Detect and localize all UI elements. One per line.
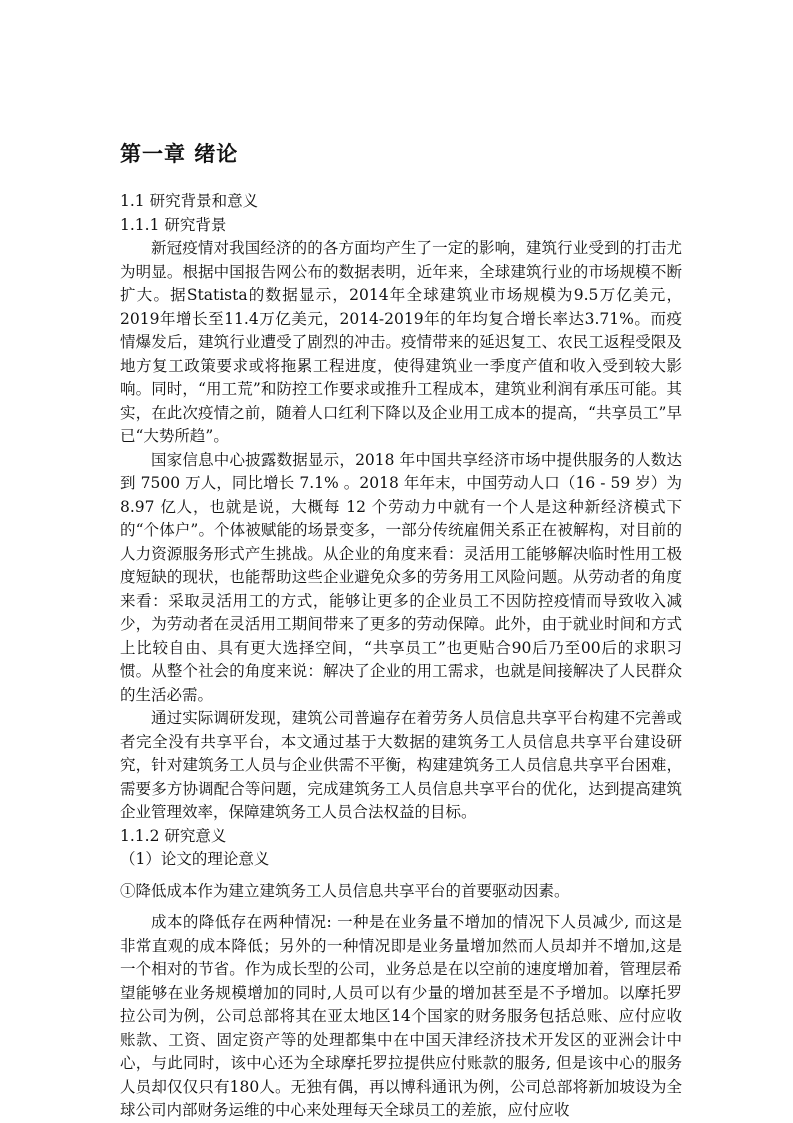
- section-heading-1-1-2: 1.1.2 研究意义: [120, 826, 227, 845]
- section-heading-1-1: 1.1 研究背景和意义: [120, 192, 259, 210]
- paragraph-3: 通过实际调研发现，建筑公司普遍存在着劳务人员信息共享平台构建不完善或者完全没有共享平台，本文通过基于大数据的建筑务工人员信息共享平台建设研究，针对建筑务工人员与企业供需不平衡，构建建筑务工人员信息共享平台困难，需要多方协调配合等问题，完成建筑务工人员信息共享平台的优化，达到提高建筑企业管理效率，保障建筑务工人员合法权益的目标。: [120, 709, 682, 821]
- paragraph-1: 新冠疫情对我国经济的的各方面均产生了一定的影响，建筑行业受到的打击尤为明显。根据中国报告网公布的数据表明，近年来，全球建筑行业的市场规模不断扩大。据Statista的数据显示，2014年全球建筑业市场规模为9.5万亿美元，2019年增长至11.4万亿美元，2014-2019年的年均复合增长率达3.71%。而疫情爆发后，建筑行业遭受了剧烈的冲击。疫情带来的延迟复工、农民工返程受限及地方复工政策要求或将拖累工程进度，使得建筑业一季度产值和收入受到较大影响。同时，“用工荒”和防控工作要求或推升工程成本，建筑业利润有承压可能。其实，在此次疫情之前，随着人口红利下降以及企业用工成本的提高，“共享员工”早已“大势所趋”。: [120, 239, 682, 445]
- list-item-1: ①降低成本作为建立建筑务工人员信息共享平台的首要驱动因素。: [120, 881, 570, 900]
- paragraph-4: 成本的降低存在两种情况: 一种是在业务量不增加的情况下人员减少, 而这是非常直观的成本降低；另外的一种情况即是业务量增加然而人员却并不增加,这是一个相对的节省。作为成长型的公司，业务总是在以空前的速度增加着，管理层希望能够在业务规模增加的同时,人员可以有少量的增加甚至是不予增加。以摩托罗拉公司为例，公司总部将其在亚太地区14个国家的财务服务包括总账、应付应收账款、工资、固定资产等的处理都集中在中国天津经济技术开发区的亚洲会计中心，与此同时，该中心还为全球摩托罗拉提供应付账款的服务, 但是该中心的服务人员却仅仅只有180人。无独有偶，再以博科通讯为例，公司总部将新加坡设为全球公司内部财务运维的中心来处理每天全球员工的差旅，应付应收: [120, 913, 682, 1119]
- subsection-heading-1: （1）论文的理论意义: [120, 850, 270, 868]
- section-heading-1-1-1: 1.1.1 研究背景: [120, 215, 227, 234]
- chapter-title: 第一章 绪论: [120, 142, 239, 166]
- paragraph-2: 国家信息中心披露数据显示，2018 年中国共享经济市场中提供服务的人数达到 7500 万人，同比增长 7.1% 。2018 年年末，中国劳动人口（16 - 59 岁）为 8.97 亿人，也就是说，大概每 12 个劳动力中就有一个人是这种新经济模式下的“个体户”。个体被赋能的场景变多，一部分传统雇佣关系正在被解构，对目前的人力资源服务形式产生挑战。从企业的角度来看：灵活用工能够解决临时性用工极度短缺的现状，也能帮助这些企业避免众多的劳务用工风险问题。从劳动者的角度来看：采取灵活用工的方式，能够让更多的企业员工不因防控疫情而导致收入减少，为劳动者在灵活用工期间带来了更多的劳动保障。此外，由于就业时间和方式上比较自由、具有更大选择空间，“共享员工”也更贴合90后乃至00后的求职习惯。从整个社会的角度来说：解决了企业的用工需求，也就是间接解决了人民群众的生活必需。: [120, 450, 682, 704]
- document-page: [120, 138, 682, 1123]
